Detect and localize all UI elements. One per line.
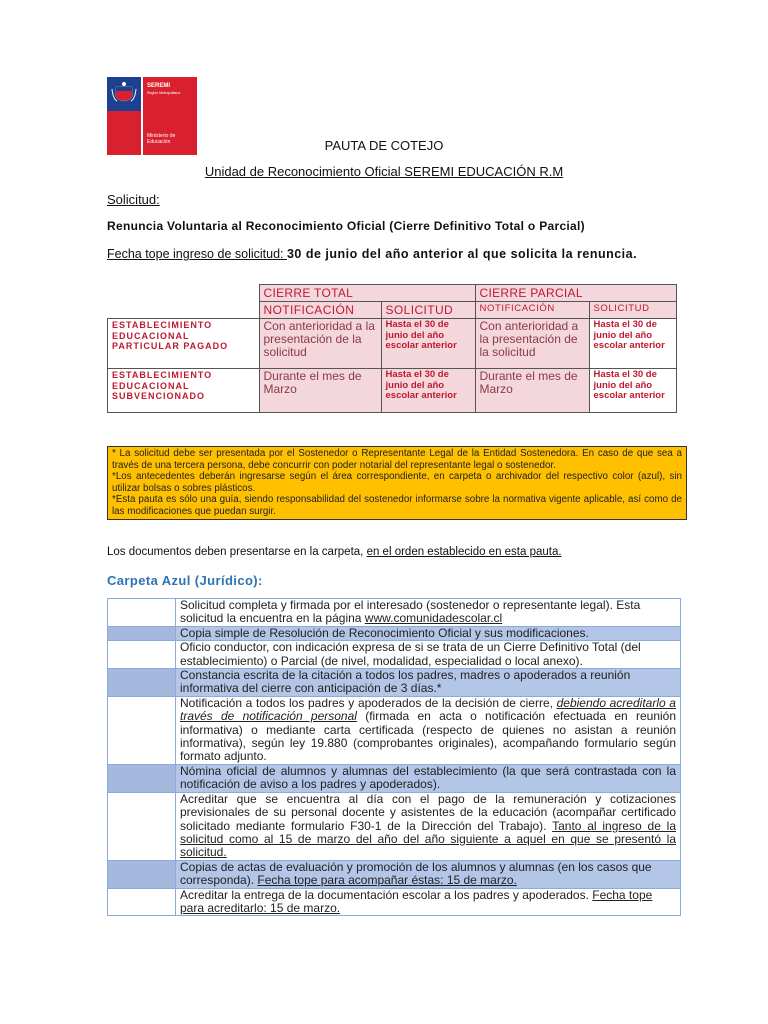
checklist-item: Acreditar que se encuentra al día con el pago de la remuneración y cotizaciones previsionales de su personal docente y asistentes de la educación (acompañar certificado solicitado mediante formulario F30-1 de la Dirección del Trabajo). Tanto al ingreso de la solicitud como al 15 de marzo del año del año siguiente a aquel en que se presentó la solicitud.: [176, 792, 681, 860]
row-label-subvencionado: ESTABLECIMIENTO EDUCACIONAL SUBVENCIONADO: [108, 369, 260, 413]
page-subtitle: Unidad de Reconocimiento Oficial SEREMI EDUCACIÓN R.M: [204, 164, 564, 179]
header-cierre-total: CIERRE TOTAL: [259, 285, 475, 302]
cell-parcial-solicitud: Hasta el 30 de junio del año escolar anterior: [589, 319, 676, 369]
cell-total-solicitud: Hasta el 30 de junio del año escolar anterior: [381, 369, 475, 413]
checklist-item: Copia simple de Resolución de Reconocimiento Oficial y sus modificaciones.: [176, 626, 681, 640]
check-cell[interactable]: [108, 888, 176, 916]
sub-notificacion-total: NOTIFICACIÓN: [259, 302, 381, 319]
checklist-item: Solicitud completa y firmada por el interesado (sostenedor o representante legal). Esta solicitud la encuentra en la página www.comunidadescolar.cl: [176, 599, 681, 627]
checklist-table: [107, 598, 681, 916]
sub-solicitud-parcial: SOLICITUD: [589, 302, 676, 319]
note-3: *Esta pauta es sólo una guía, siendo responsabilidad del sostenedor informarse sobre la normativa vigente aplicable, así como de las modificaciones que puedan surgir.: [112, 494, 682, 517]
note-2: *Los antecedentes deberán ingresarse según el área correspondiente, en carpeta o archivador del respectivo color (azul), sin utilizar bolsas o sobres plásticos.: [112, 471, 682, 494]
deadline-value: 30 de junio del año anterior al que solicita la renuncia.: [286, 247, 638, 261]
closure-table: [107, 284, 677, 413]
coat-of-arms-icon: [110, 79, 138, 109]
logo-ministry: Ministerio de Educación: [147, 133, 176, 145]
cell-total-notificacion: Con anterioridad a la presentación de la solicitud: [259, 319, 381, 369]
deadline-text: [107, 247, 662, 261]
sub-solicitud-total: SOLICITUD: [381, 302, 475, 319]
cell-parcial-solicitud: Hasta el 30 de junio del año escolar anterior: [589, 369, 676, 413]
check-cell[interactable]: [108, 764, 176, 792]
table-row: [108, 669, 681, 697]
section-title-carpeta-azul: Carpeta Azul (Jurídico):: [107, 573, 263, 588]
note-1: * La solicitud debe ser presentada por el Sostenedor o Representante Legal de la Entidad Sostenedora. En caso de que sea a través de una tercera persona, debe concurrir con poder notarial del representante legal o sostenedor.: [112, 448, 682, 471]
checklist-item: Oficio conductor, con indicación expresa de si se trata de un Cierre Definitivo Total (del establecimiento) o Parcial (de nivel, modalidad, especialidad o local anexo).: [176, 641, 681, 669]
table-row: [108, 764, 681, 792]
solicitud-label: Solicitud:: [107, 192, 160, 207]
table-row: [108, 888, 681, 916]
cell-total-notificacion: Durante el mes de Marzo: [259, 369, 381, 413]
checklist-item: Acreditar la entrega de la documentación escolar a los padres y apoderados. Fecha tope para acreditarlo: 15 de marzo.: [176, 888, 681, 916]
header-cierre-parcial: CIERRE PARCIAL: [475, 285, 676, 302]
table-row: [108, 626, 681, 640]
check-cell[interactable]: [108, 792, 176, 860]
logo-brand: SEREMI: [147, 83, 171, 89]
deadline-label: Fecha tope ingreso de solicitud:: [107, 247, 287, 261]
table-row: [108, 641, 681, 669]
row-label-particular-pagado: ESTABLECIMIENTO EDUCACIONAL PARTICULAR PAGADO: [108, 319, 260, 369]
website-link[interactable]: www.comunidadescolar.cl: [364, 611, 503, 626]
page-title: PAUTA DE COTEJO: [324, 138, 444, 153]
check-cell[interactable]: [108, 599, 176, 627]
cell-parcial-notificacion: Con anterioridad a la presentación de la solicitud: [475, 319, 589, 369]
checklist-item: Constancia escrita de la citación a todos los padres, madres o apoderados a reunión informativa del cierre con anticipación de 3 días.*: [176, 669, 681, 697]
table-row: [108, 696, 681, 764]
sub-notificacion-parcial: NOTIFICACIÓN: [475, 302, 589, 319]
documents-instruction: Los documentos deben presentarse en la carpeta, en el orden establecido en esta pauta.: [107, 546, 562, 558]
checklist-item: Nómina oficial de alumnos y alumnas del establecimiento (la que será contrastada con la notificación de aviso a los padres y apoderados).: [176, 764, 681, 792]
order-instruction: en el orden establecido en esta pauta.: [366, 546, 562, 558]
notes-box: [107, 446, 687, 520]
check-cell[interactable]: [108, 641, 176, 669]
check-cell[interactable]: [108, 669, 176, 697]
checklist-item: Copias de actas de evaluación y promoción de los alumnos y alumnas (en los casos que corresponda). Fecha tope para acompañar éstas: 15 de marzo.: [176, 860, 681, 888]
check-cell[interactable]: [108, 860, 176, 888]
check-cell[interactable]: [108, 696, 176, 764]
table-row: [108, 860, 681, 888]
cell-total-solicitud: Hasta el 30 de junio del año escolar anterior: [381, 319, 475, 369]
table-row: [108, 792, 681, 860]
renuncia-heading: Renuncia Voluntaria al Reconocimiento Oficial (Cierre Definitivo Total o Parcial): [107, 219, 585, 233]
checklist-item: Notificación a todos los padres y apoderados de la decisión de cierre, debiendo acreditarlo a través de notificación personal (firmada en acta o notificación efectuada en reunión informativa) o mediante carta certificada (respecto de quienes no asistan a reunión informativa), según ley 19.880 (comprobantes originales), acompañando formulario según formato adjunto.: [176, 696, 681, 764]
table-row: [108, 599, 681, 627]
cell-parcial-notificacion: Durante el mes de Marzo: [475, 369, 589, 413]
check-cell[interactable]: [108, 626, 176, 640]
logo-region: Región Metropolitana: [147, 91, 181, 95]
